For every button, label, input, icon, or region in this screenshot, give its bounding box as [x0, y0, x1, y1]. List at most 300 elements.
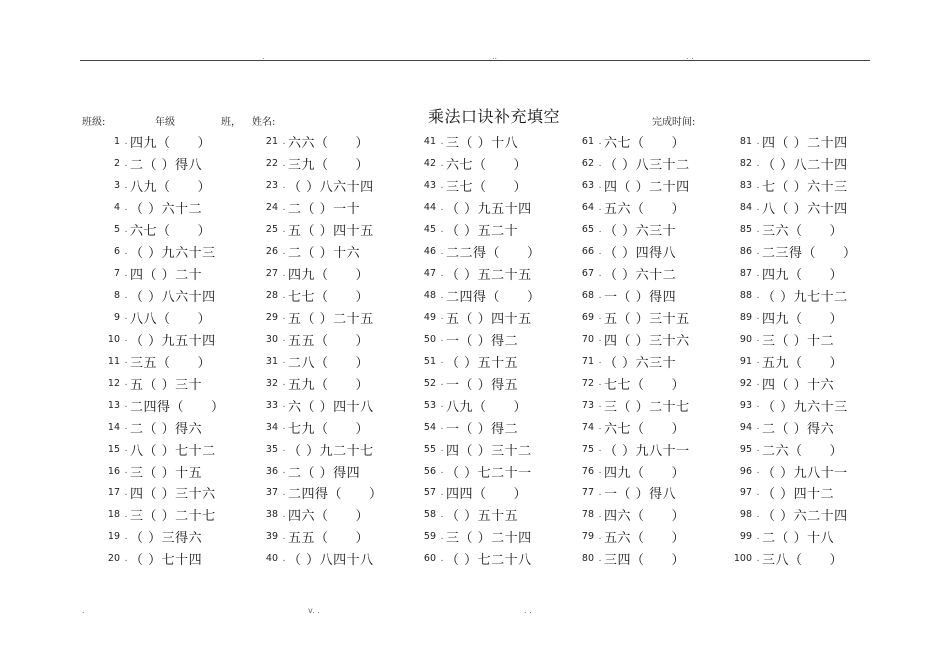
exercise-item: [554, 197, 712, 219]
exercise-number: 88: [739, 290, 752, 302]
exercise-item: [554, 241, 712, 263]
number-separator: .: [124, 312, 128, 323]
exercise-number: 96: [739, 465, 752, 477]
exercise-expression: 八八（ ）: [130, 311, 212, 327]
exercise-number: 76: [581, 465, 594, 477]
exercise-item: [238, 219, 396, 241]
number-separator: .: [282, 378, 286, 389]
number-separator: .: [282, 290, 286, 301]
number-separator: .: [440, 378, 444, 389]
number-separator: .: [598, 356, 602, 367]
exercise-number: 83: [739, 180, 752, 192]
exercise-item: [712, 131, 870, 153]
exercise-number: 6: [113, 246, 120, 258]
number-separator: .: [756, 422, 760, 433]
exercise-expression: （ ）六三十: [604, 355, 677, 371]
number-separator: .: [124, 202, 128, 213]
number-separator: .: [598, 180, 602, 191]
exercise-number: 15: [107, 443, 120, 455]
number-separator: .: [598, 509, 602, 520]
exercise-expression: 四（ ）二十四: [762, 136, 848, 152]
exercise-expression: （ ）六三十: [604, 224, 677, 240]
exercise-number: 86: [739, 246, 752, 258]
exercise-number: 80: [581, 553, 594, 565]
number-separator: .: [124, 531, 128, 542]
exercise-number: 33: [265, 399, 278, 411]
exercise-item: [396, 504, 554, 526]
exercise-expression: 八九（ ）: [446, 399, 528, 415]
exercise-item: [396, 263, 554, 285]
exercise-number: 60: [423, 553, 436, 565]
exercise-item: [712, 504, 870, 526]
exercise-number: 97: [739, 487, 752, 499]
exercise-expression: 四（ ）三十二: [446, 443, 532, 459]
exercise-item: [396, 131, 554, 153]
exercise-item: [396, 241, 554, 263]
exercise-item: [238, 548, 396, 570]
number-separator: .: [124, 466, 128, 477]
exercise-item: [396, 350, 554, 372]
exercise-number: 19: [107, 531, 120, 543]
exercise-expression: 三（ ）二十四: [446, 531, 532, 547]
number-separator: .: [756, 553, 760, 564]
number-separator: .: [598, 246, 602, 257]
exercise-expression: 二四得（ ）: [130, 399, 225, 415]
number-separator: .: [598, 466, 602, 477]
exercise-item: [238, 372, 396, 394]
class-label: 班级:: [82, 117, 106, 128]
number-separator: .: [440, 531, 444, 542]
exercise-number: 46: [423, 246, 436, 258]
exercise-item: [238, 394, 396, 416]
number-separator: .: [440, 136, 444, 147]
exercise-number: 32: [265, 377, 278, 389]
exercise-expression: 一（ ）得八: [604, 487, 677, 503]
exercise-number: 67: [581, 268, 594, 280]
number-separator: .: [756, 158, 760, 169]
exercise-expression: 五（ ）四十五: [446, 311, 532, 327]
exercise-expression: 二（ ）十八: [762, 531, 835, 547]
exercise-expression: 六七（ ）: [446, 158, 528, 174]
exercise-item: [80, 131, 238, 153]
number-separator: .: [598, 487, 602, 498]
exercise-number: 27: [265, 268, 278, 280]
exercise-item: [80, 416, 238, 438]
number-separator: .: [282, 224, 286, 235]
exercise-item: [396, 285, 554, 307]
number-separator: .: [282, 553, 286, 564]
number-separator: .: [756, 509, 760, 520]
exercise-number: 1: [113, 136, 120, 148]
name-label: 姓名:: [252, 117, 276, 128]
exercise-number: 25: [265, 224, 278, 236]
number-separator: .: [440, 268, 444, 279]
exercise-number: 11: [107, 355, 120, 367]
exercise-expression: 七九（ ）: [288, 421, 370, 437]
exercise-expression: 六（ ）四十八: [288, 399, 374, 415]
exercise-expression: 四（ ）三十六: [604, 333, 690, 349]
number-separator: .: [756, 290, 760, 301]
exercise-expression: 八（ ）七十二: [130, 443, 216, 459]
exercise-expression: 五九（ ）: [288, 377, 370, 393]
page-mark: .: [82, 606, 85, 615]
exercise-expression: 一（ ）得四: [604, 290, 677, 306]
exercise-expression: 四（ ）三十六: [130, 487, 216, 503]
exercise-number: 70: [581, 333, 594, 345]
exercise-expression: 五五（ ）: [288, 531, 370, 547]
exercise-item: [554, 307, 712, 329]
exercise-number: 13: [107, 399, 120, 411]
exercise-number: 59: [423, 531, 436, 543]
exercise-expression: 四（ ）二十四: [604, 180, 690, 196]
exercise-number: 47: [423, 268, 436, 280]
number-separator: .: [756, 531, 760, 542]
exercise-expression: 三四（ ）: [604, 553, 686, 569]
exercise-item: [554, 438, 712, 460]
exercise-item: [396, 153, 554, 175]
number-separator: .: [124, 553, 128, 564]
exercise-item: [554, 416, 712, 438]
exercise-expression: 三（ ）十八: [446, 136, 519, 152]
number-separator: .: [598, 531, 602, 542]
exercise-item: [396, 328, 554, 350]
exercise-item: [554, 460, 712, 482]
exercise-item: [712, 263, 870, 285]
number-separator: .: [282, 180, 286, 191]
exercise-expression: 四九（ ）: [762, 311, 844, 327]
number-separator: .: [124, 422, 128, 433]
number-separator: .: [440, 158, 444, 169]
number-separator: .: [598, 378, 602, 389]
top-rule: [80, 60, 870, 61]
number-separator: .: [124, 246, 128, 257]
exercise-number: 21: [265, 136, 278, 148]
exercise-expression: 三（ ）二十七: [604, 399, 690, 415]
exercise-item: [554, 372, 712, 394]
exercise-item: [80, 350, 238, 372]
exercise-item: [238, 197, 396, 219]
exercise-number: 39: [265, 531, 278, 543]
exercise-item: [554, 263, 712, 285]
exercise-number: 38: [265, 509, 278, 521]
number-separator: .: [440, 246, 444, 257]
ban-label: 班，: [221, 117, 241, 128]
exercise-item: [80, 438, 238, 460]
exercise-number: 40: [265, 553, 278, 565]
exercise-expression: 五（ ）三十: [130, 377, 203, 393]
number-separator: .: [756, 444, 760, 455]
number-separator: .: [282, 268, 286, 279]
exercise-expression: （ ）八四十八: [288, 553, 374, 569]
exercise-item: [554, 394, 712, 416]
exercise-expression: （ ）七十四: [130, 553, 203, 569]
exercise-expression: （ ）九二十七: [288, 443, 374, 459]
exercise-expression: 四九（ ）: [288, 268, 370, 284]
number-separator: .: [124, 180, 128, 191]
number-separator: .: [756, 246, 760, 257]
exercise-number: 62: [581, 158, 594, 170]
exercise-item: [80, 153, 238, 175]
exercise-expression: 四四（ ）: [446, 487, 528, 503]
page-mark: v. .: [308, 606, 320, 615]
exercise-item: [80, 241, 238, 263]
exercise-item: [80, 328, 238, 350]
exercise-item: [554, 328, 712, 350]
exercise-number: 49: [423, 311, 436, 323]
exercise-number: 63: [581, 180, 594, 192]
exercise-item: [80, 372, 238, 394]
page-mark: .: [262, 52, 265, 61]
page-title: 乘法口诀补充填空: [428, 107, 561, 126]
exercise-number: 74: [581, 421, 594, 433]
exercise-number: 79: [581, 531, 594, 543]
exercise-item: [80, 263, 238, 285]
number-separator: .: [282, 158, 286, 169]
exercise-item: [238, 241, 396, 263]
exercise-number: 68: [581, 290, 594, 302]
exercise-expression: （ ）九八十一: [604, 443, 690, 459]
exercise-expression: 四（ ）二十: [130, 268, 203, 284]
exercise-number: 28: [265, 290, 278, 302]
exercise-expression: （ ）三得六: [130, 531, 203, 547]
exercise-number: 64: [581, 202, 594, 214]
exercise-item: [80, 175, 238, 197]
number-separator: .: [282, 531, 286, 542]
exercise-number: 71: [581, 355, 594, 367]
exercise-expression: 三九（ ）: [288, 158, 370, 174]
exercise-item: [238, 438, 396, 460]
number-separator: .: [756, 400, 760, 411]
exercise-item: [712, 350, 870, 372]
number-separator: .: [124, 356, 128, 367]
number-separator: .: [282, 136, 286, 147]
exercise-expression: （ ）五二十五: [446, 268, 532, 284]
exercise-expression: 五（ ）三十五: [604, 311, 690, 327]
number-separator: .: [282, 466, 286, 477]
exercise-number: 72: [581, 377, 594, 389]
exercise-number: 16: [107, 465, 120, 477]
exercise-expression: 二二得（ ）: [446, 246, 541, 262]
page-mark: ..: [492, 52, 498, 61]
exercise-number: 2: [113, 158, 120, 170]
exercise-expression: 六七（ ）: [130, 224, 212, 240]
exercise-expression: 五六（ ）: [604, 202, 686, 218]
exercise-number: 42: [423, 158, 436, 170]
exercise-expression: （ ）七二十八: [446, 553, 532, 569]
exercise-number: 52: [423, 377, 436, 389]
exercise-number: 24: [265, 202, 278, 214]
exercise-number: 100: [733, 553, 752, 565]
exercise-item: [712, 460, 870, 482]
exercise-expression: （ ）六十二: [130, 202, 203, 218]
exercise-expression: （ ）五十五: [446, 509, 519, 525]
exercise-expression: 六七（ ）: [604, 421, 686, 437]
exercise-expression: 二六（ ）: [762, 443, 844, 459]
exercise-number: 98: [739, 509, 752, 521]
exercise-expression: 七（ ）六十三: [762, 180, 848, 196]
exercise-number: 5: [113, 224, 120, 236]
exercise-number: 54: [423, 421, 436, 433]
exercise-item: [238, 482, 396, 504]
exercise-item: [80, 285, 238, 307]
exercise-expression: 三七（ ）: [446, 180, 528, 196]
number-separator: .: [124, 509, 128, 520]
exercise-expression: 三（ ）十二: [762, 333, 835, 349]
exercise-expression: （ ）八六十四: [288, 180, 374, 196]
exercise-item: [712, 241, 870, 263]
exercise-number: 81: [739, 136, 752, 148]
number-separator: .: [756, 312, 760, 323]
exercise-number: 58: [423, 509, 436, 521]
number-separator: .: [124, 334, 128, 345]
exercise-item: [238, 350, 396, 372]
exercise-item: [396, 460, 554, 482]
exercise-number: 37: [265, 487, 278, 499]
exercise-expression: 七七（ ）: [604, 377, 686, 393]
exercise-number: 45: [423, 224, 436, 236]
exercise-item: [712, 219, 870, 241]
exercise-number: 14: [107, 421, 120, 433]
exercise-item: [80, 526, 238, 548]
number-separator: .: [598, 290, 602, 301]
exercise-expression: 五（ ）四十五: [288, 224, 374, 240]
exercise-number: 87: [739, 268, 752, 280]
number-separator: .: [598, 400, 602, 411]
number-separator: .: [598, 312, 602, 323]
number-separator: .: [598, 202, 602, 213]
number-separator: .: [282, 202, 286, 213]
page-mark: . .: [686, 52, 694, 61]
exercise-number: 44: [423, 202, 436, 214]
exercise-number: 29: [265, 311, 278, 323]
exercise-number: 48: [423, 290, 436, 302]
exercise-item: [712, 482, 870, 504]
exercise-item: [554, 482, 712, 504]
exercise-expression: 二（ ）得六: [130, 421, 203, 437]
exercise-item: [80, 504, 238, 526]
number-separator: .: [598, 444, 602, 455]
number-separator: .: [282, 509, 286, 520]
exercise-number: 50: [423, 333, 436, 345]
number-separator: .: [440, 553, 444, 564]
exercise-number: 92: [739, 377, 752, 389]
exercise-expression: 三（ ）二十七: [130, 509, 216, 525]
exercise-expression: 一（ ）得二: [446, 333, 519, 349]
number-separator: .: [124, 268, 128, 279]
exercise-expression: （ ）九六十三: [130, 246, 216, 262]
exercise-number: 69: [581, 311, 594, 323]
number-separator: .: [440, 466, 444, 477]
exercise-item: [80, 460, 238, 482]
exercise-number: 43: [423, 180, 436, 192]
time-label: 完成时间:: [652, 117, 696, 128]
exercise-item: [238, 416, 396, 438]
exercise-item: [396, 416, 554, 438]
number-separator: .: [756, 466, 760, 477]
number-separator: .: [598, 136, 602, 147]
exercise-item: [554, 526, 712, 548]
exercise-expression: （ ）八三十二: [604, 158, 690, 174]
exercise-item: [396, 372, 554, 394]
exercise-number: 57: [423, 487, 436, 499]
exercise-number: 99: [739, 531, 752, 543]
exercise-expression: 八（ ）六十四: [762, 202, 848, 218]
number-separator: .: [282, 400, 286, 411]
exercise-expression: （ ）五十五: [446, 355, 519, 371]
exercise-number: 22: [265, 158, 278, 170]
exercise-number: 89: [739, 311, 752, 323]
exercise-number: 53: [423, 399, 436, 411]
exercise-number: 18: [107, 509, 120, 521]
number-separator: .: [440, 290, 444, 301]
number-separator: .: [440, 444, 444, 455]
exercise-number: 56: [423, 465, 436, 477]
exercise-expression: （ ）九七十二: [762, 290, 848, 306]
exercise-expression: 四六（ ）: [288, 509, 370, 525]
exercise-item: [238, 504, 396, 526]
exercise-number: 85: [739, 224, 752, 236]
exercise-item: [554, 131, 712, 153]
number-separator: .: [756, 136, 760, 147]
exercise-item: [712, 285, 870, 307]
number-separator: .: [282, 422, 286, 433]
number-separator: .: [124, 378, 128, 389]
number-separator: .: [282, 487, 286, 498]
number-separator: .: [124, 224, 128, 235]
exercise-item: [712, 438, 870, 460]
exercise-item: [396, 482, 554, 504]
exercise-number: 12: [107, 377, 120, 389]
exercise-number: 41: [423, 136, 436, 148]
number-separator: .: [124, 400, 128, 411]
exercise-number: 9: [113, 311, 120, 323]
number-separator: .: [440, 334, 444, 345]
exercise-expression: 七七（ ）: [288, 290, 370, 306]
exercise-expression: 四九（ ）: [762, 268, 844, 284]
exercise-expression: 一（ ）得五: [446, 377, 519, 393]
number-separator: .: [598, 224, 602, 235]
exercise-expression: （ ）七二十一: [446, 465, 532, 481]
exercise-item: [396, 526, 554, 548]
exercise-number: 75: [581, 443, 594, 455]
exercise-number: 93: [739, 399, 752, 411]
exercise-expression: 二（ ）得八: [130, 158, 203, 174]
exercise-item: [712, 175, 870, 197]
exercise-number: 55: [423, 443, 436, 455]
exercise-item: [238, 153, 396, 175]
exercise-expression: 二四得（ ）: [288, 487, 383, 503]
number-separator: .: [124, 487, 128, 498]
exercise-item: [238, 131, 396, 153]
exercise-item: [80, 197, 238, 219]
number-separator: .: [756, 180, 760, 191]
exercise-item: [238, 263, 396, 285]
exercise-number: 78: [581, 509, 594, 521]
exercise-expression: 三八（ ）: [762, 553, 844, 569]
number-separator: .: [440, 356, 444, 367]
exercise-number: 73: [581, 399, 594, 411]
exercise-number: 7: [113, 268, 120, 280]
exercise-item: [554, 153, 712, 175]
exercise-expression: 四六（ ）: [604, 509, 686, 525]
exercise-number: 51: [423, 355, 436, 367]
number-separator: .: [282, 334, 286, 345]
number-separator: .: [440, 202, 444, 213]
exercise-number: 94: [739, 421, 752, 433]
exercise-expression: 二三得（ ）: [762, 246, 857, 262]
exercise-number: 66: [581, 246, 594, 258]
exercise-expression: 二（ ）十六: [288, 246, 361, 262]
